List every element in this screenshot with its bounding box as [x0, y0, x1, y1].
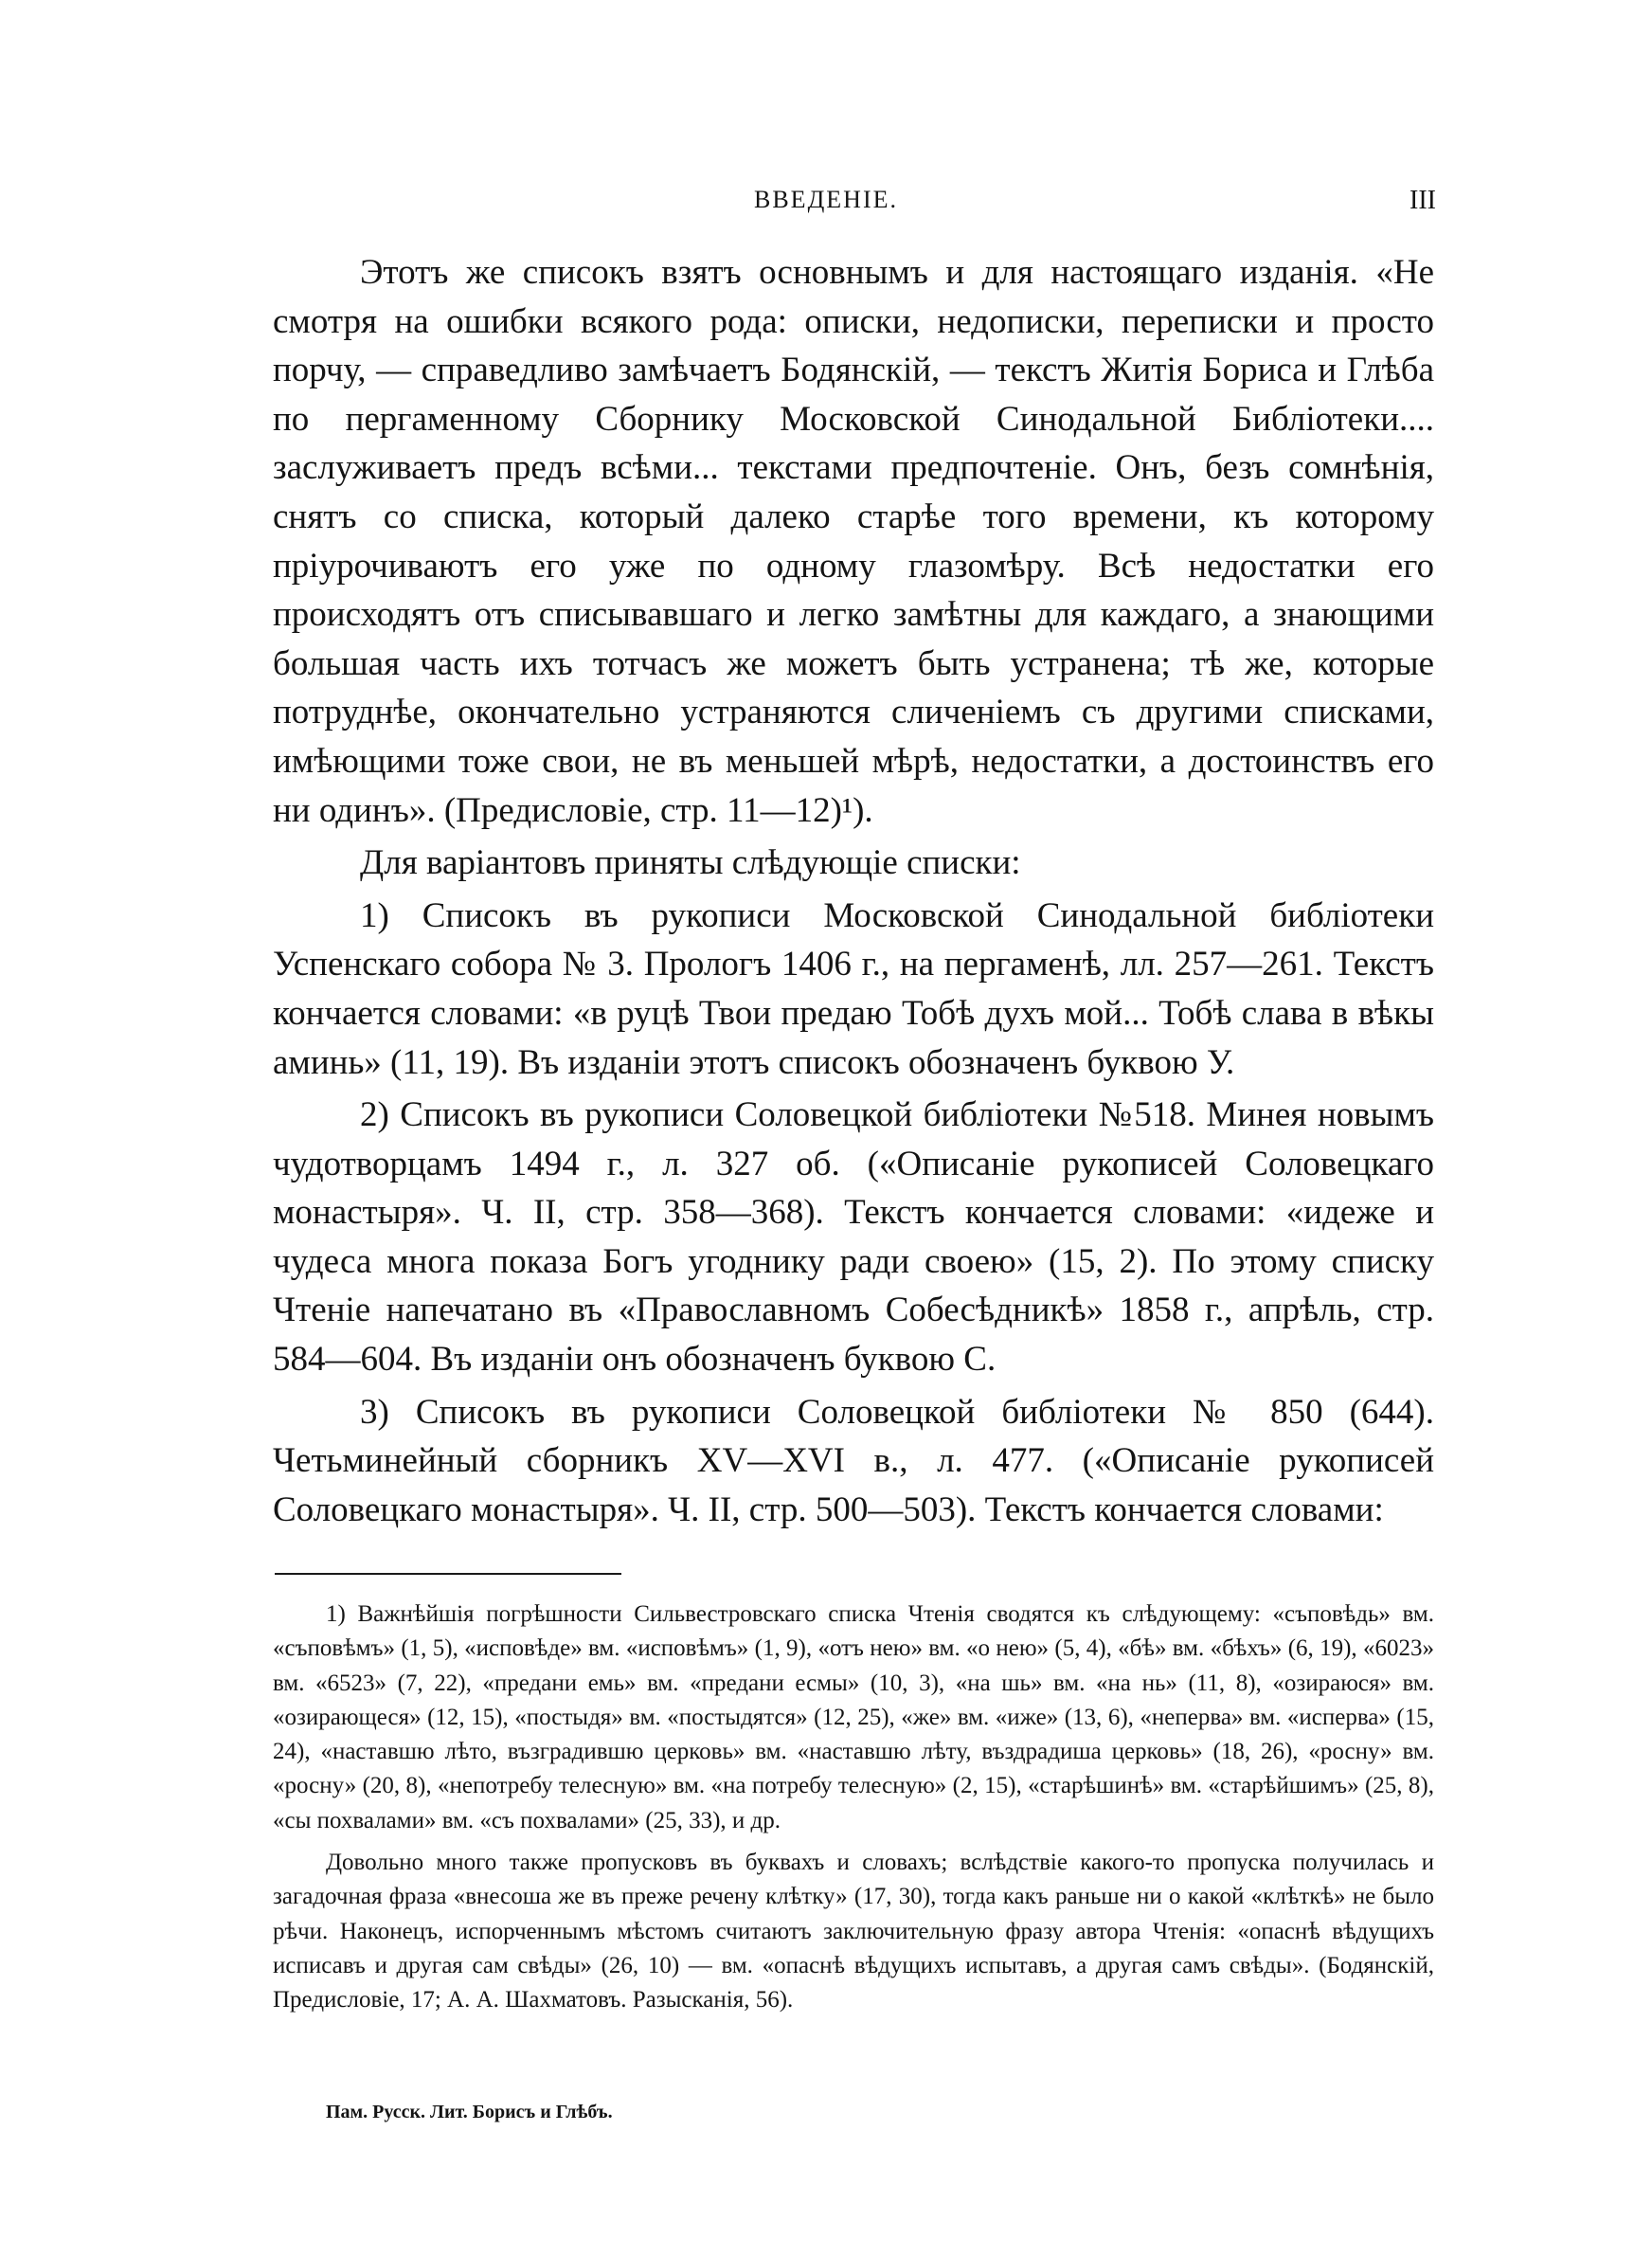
paragraph-list-item-2: 2) Списокъ въ рукописи Соловецкой библіотеки №518. Минея новымъ чудотворцамъ 1494 г., л. 327 об. («Описаніе рукописей Соловецкаго монастыря». Ч. II, стр. 358—368). Текстъ кончается словами: «идеже и чудеса многа показа Богъ угоднику ради своею» (15, 2). По этому списку Чтеніе напечатано въ «Православномъ Собесѣдникѣ» 1858 г., апрѣль, стр. 584—604. Въ изданіи онъ обозначенъ буквою С.	[273, 1095, 1434, 1380]
paragraph-list-item-1: 1) Списокъ въ рукописи Московской Синодальной библіотеки Успенскаго собора № 3. Прологъ 1406 г., на пергаменѣ, лл. 257—261. Текстъ кончается словами: «в руцѣ Твои предаю Тобѣ духъ мой... Тобѣ слава в вѣкы аминь» (11, 19). Въ изданіи этотъ списокъ обозначенъ буквою У.	[273, 895, 1434, 1082]
printer-signature: Пам. Русск. Лит. Борисъ и Глѣбъ.	[326, 2102, 613, 2122]
paragraph-variants-intro: Для варіантовъ приняты слѣдующіе списки:	[360, 843, 1021, 883]
footnotes	[273, 1598, 1434, 2018]
footnote-divider	[275, 1573, 621, 1575]
running-head	[0, 186, 1652, 229]
running-title: ВВЕДЕНІЕ.	[754, 186, 898, 213]
page-number: III	[1410, 186, 1436, 215]
footnote-1: 1) Важнѣйшія погрѣшности Сильвестровскаго списка Чтенія сводятся къ слѣдующему: «съповѣдь» вм. «съповѣмъ» (1, 5), «исповѣде» вм. «исповѣмъ» (1, 9), «отъ нею» вм. «о нею» (5, 4), «бѣ» вм. «бѣхъ» (6, 19), «6023» вм. «6523» (7, 22), «предани емь» вм. «предани есмы» (10, 3), «на шь» вм. «на нь» (11, 8), «озираюся» вм. «озирающеся» (12, 15), «постыдя» вм. «постыдятся» (12, 25), «же» вм. «иже» (13, 6), «неперва» вм. «исперва» (15, 24), «наставшю лѣто, възградившю церковь» вм. «наставшю лѣту, въздрадиша церковь» (18, 26), «росну» вм. «росну» (20, 8), «непотребу телесную» вм. «на потребу телесную» (2, 15), «старѣшинѣ» вм. «старѣйшимъ» (25, 8), «сы похвалами» вм. «съ похвалами» (25, 33), и др.	[273, 1601, 1434, 1833]
footnote-continuation: Довольно много также пропусковъ въ буквахъ и словахъ; вслѣдствіе какого-то пропуска получилась и загадочная фраза «внесоша же въ преже речену клѣтку» (17, 30), тогда какъ раньше ни о какой «клѣткѣ» не было рѣчи. Наконецъ, испорченнымъ мѣстомъ считаютъ заключительную фразу автора Чтенія: «опаснѣ вѣдущихъ исписавъ и другая сам свѣды» (26, 10) — вм. «опаснѣ вѣдущихъ испытавъ, а другая самъ свѣды». (Бодянскій, Предисловіе, 17; А. А. Шахматовъ. Разысканія, 56).	[273, 1850, 1434, 2013]
main-text	[273, 248, 1434, 1534]
paragraph-main-text: Этотъ же списокъ взятъ основнымъ и для настоящаго изданія. «Не смотря на ошибки всякого рода: описки, недописки, переписки и просто порчу, — справедливо замѣчаетъ Бодянскій, — текстъ Житія Бориса и Глѣба по пергаменному Сборнику Московской Синодальной Библіотеки.... заслуживаетъ предъ всѣми... текстами предпочтеніе. Онъ, безъ сомнѣнія, снятъ со списка, который далеко старѣе того времени, къ которому пріурочиваютъ его уже по одному глазомѣру. Всѣ недостатки его происходятъ отъ списывавшаго и легко замѣтны для каждаго, а знающими большая часть ихъ тотчасъ же можетъ быть устранена; тѣ же, которые потруднѣе, окончательно устраняются сличеніемъ съ другими списками, имѣющими тоже свои, не въ меньшей мѣрѣ, недостатки, а достоинствъ его ни одинъ». (Предисловіе, стр. 11—12)¹).	[273, 253, 1434, 830]
paragraph-list-item-3: 3) Списокъ въ рукописи Соловецкой библіотеки № 850 (644). Четьминейный сборникъ XV—XVI в., л. 477. («Описаніе рукописей Соловецкаго монастыря». Ч. II, стр. 500—503). Текстъ кончается словами:	[273, 1392, 1434, 1529]
